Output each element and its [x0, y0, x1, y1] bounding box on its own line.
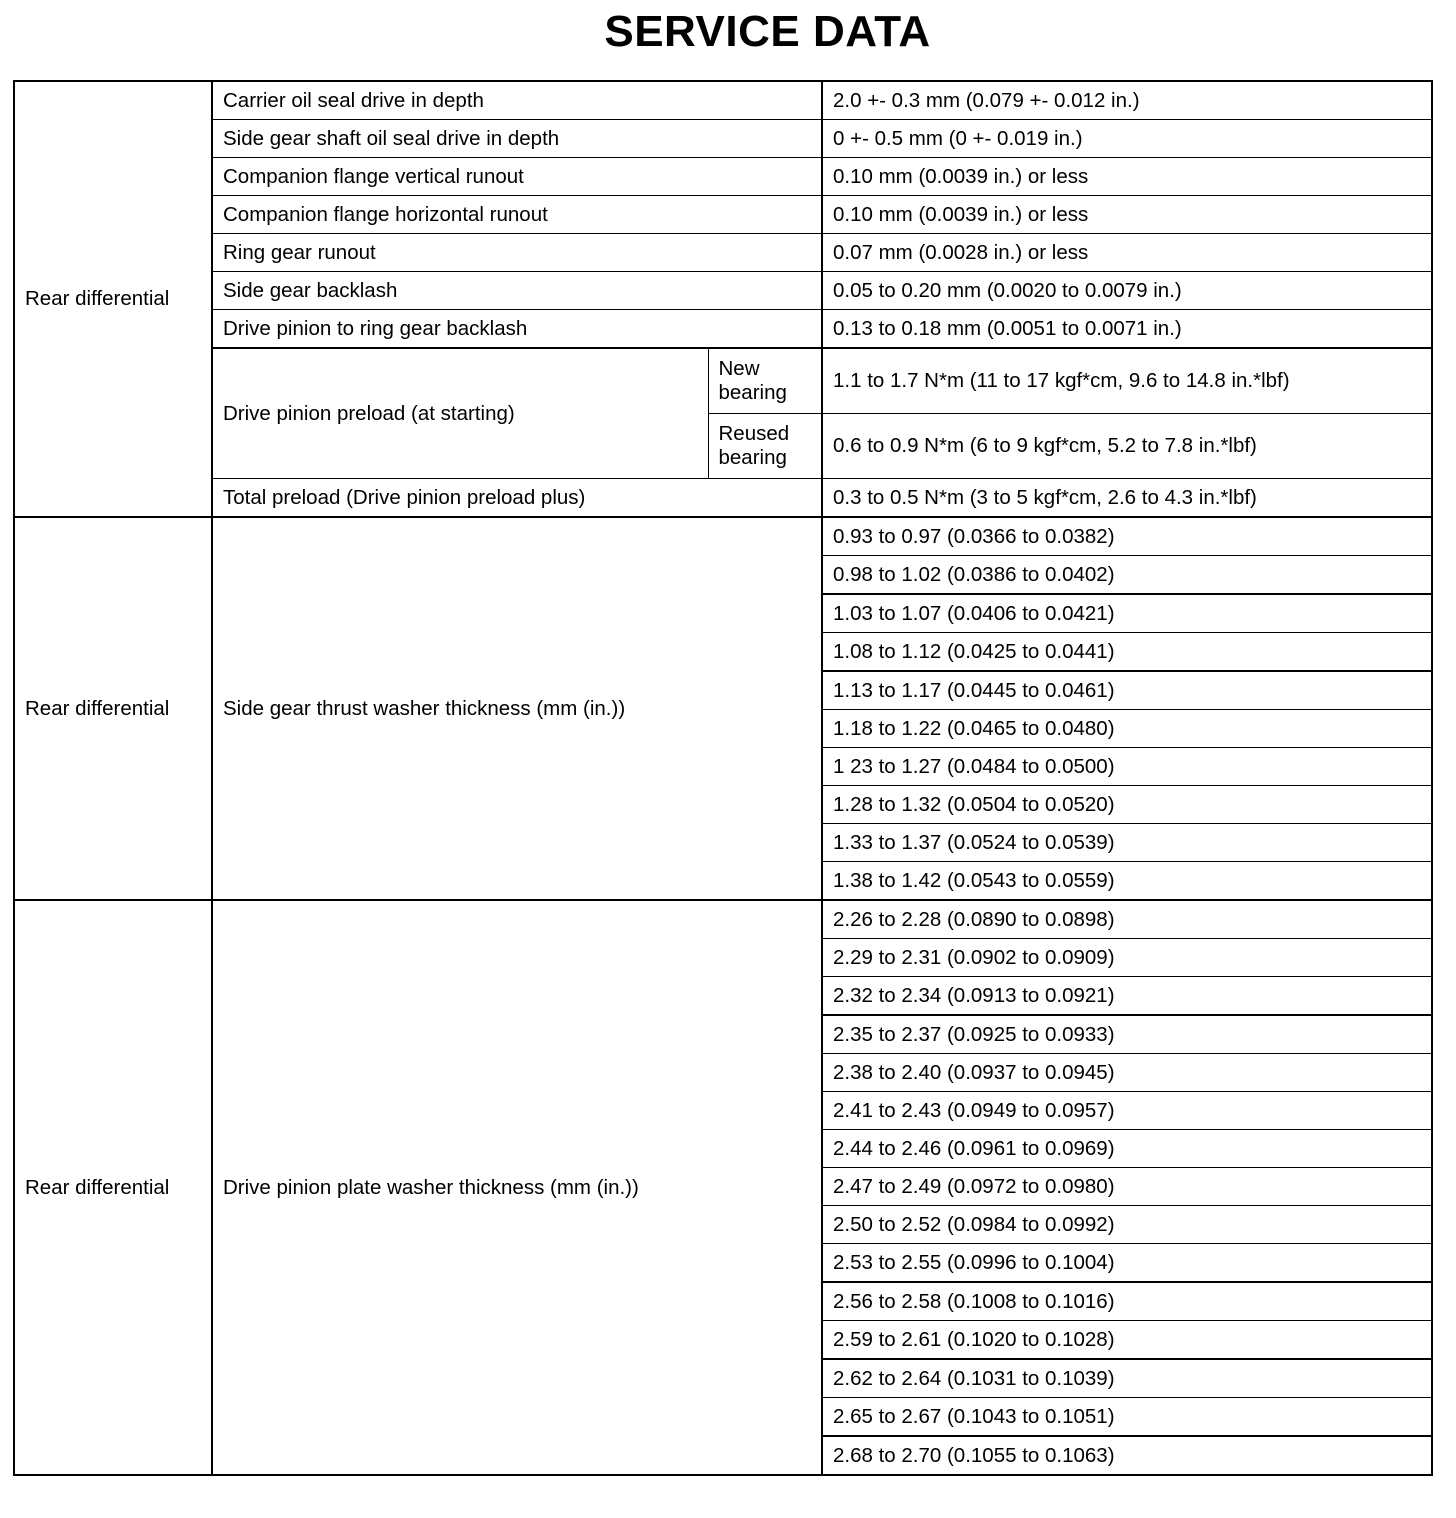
spec-value: 0.10 mm (0.0039 in.) or less [822, 196, 1432, 234]
spec-value: 2.32 to 2.34 (0.0913 to 0.0921) [822, 977, 1432, 1016]
spec-value: 2.56 to 2.58 (0.1008 to 0.1016) [822, 1282, 1432, 1321]
spec-value: 0.3 to 0.5 N*m (3 to 5 kgf*cm, 2.6 to 4.3 in.*lbf) [822, 479, 1432, 518]
spec-value: 2.0 +- 0.3 mm (0.079 +- 0.012 in.) [822, 81, 1432, 120]
spec-value: 0 +- 0.5 mm (0 +- 0.019 in.) [822, 120, 1432, 158]
table-row [14, 81, 1432, 120]
spec-label: Total preload (Drive pinion preload plus) [212, 479, 822, 518]
spec-value: 0.10 mm (0.0039 in.) or less [822, 158, 1432, 196]
spec-value: 1.28 to 1.32 (0.0504 to 0.0520) [822, 786, 1432, 824]
table-row [14, 120, 1432, 158]
spec-value: 1.33 to 1.37 (0.0524 to 0.0539) [822, 824, 1432, 862]
service-data-table [13, 80, 1433, 1476]
spec-value: 2.59 to 2.61 (0.1020 to 0.1028) [822, 1321, 1432, 1360]
sub-label: New bearing [708, 348, 822, 414]
category-cell: Rear differential [14, 81, 212, 517]
spec-value: 0.93 to 0.97 (0.0366 to 0.0382) [822, 517, 1432, 556]
spec-label: Companion flange horizontal runout [212, 196, 822, 234]
spec-value: 0.07 mm (0.0028 in.) or less [822, 234, 1432, 272]
spec-label: Drive pinion preload (at starting) [212, 348, 708, 479]
spec-label: Companion flange vertical runout [212, 158, 822, 196]
spec-value: 2.35 to 2.37 (0.0925 to 0.0933) [822, 1015, 1432, 1054]
spec-value: 1.08 to 1.12 (0.0425 to 0.0441) [822, 633, 1432, 672]
section-general-specs [14, 81, 1432, 517]
spec-value: 1.38 to 1.42 (0.0543 to 0.0559) [822, 862, 1432, 901]
spec-value: 2.50 to 2.52 (0.0984 to 0.0992) [822, 1206, 1432, 1244]
spec-label: Side gear shaft oil seal drive in depth [212, 120, 822, 158]
spec-label: Drive pinion to ring gear backlash [212, 310, 822, 349]
category-cell: Rear differential [14, 517, 212, 900]
table-row [14, 272, 1432, 310]
page-title: SERVICE DATA [604, 7, 931, 56]
spec-value: 0.05 to 0.20 mm (0.0020 to 0.0079 in.) [822, 272, 1432, 310]
spec-value: 2.47 to 2.49 (0.0972 to 0.0980) [822, 1168, 1432, 1206]
spec-value: 2.68 to 2.70 (0.1055 to 0.1063) [822, 1436, 1432, 1475]
table-row [14, 310, 1432, 349]
table-row [14, 900, 1432, 939]
spec-value: 2.41 to 2.43 (0.0949 to 0.0957) [822, 1092, 1432, 1130]
spec-value: 2.26 to 2.28 (0.0890 to 0.0898) [822, 900, 1432, 939]
table-row [14, 479, 1432, 518]
spec-value: 0.98 to 1.02 (0.0386 to 0.0402) [822, 556, 1432, 595]
table-row [14, 234, 1432, 272]
table-row [14, 158, 1432, 196]
spec-label: Drive pinion plate washer thickness (mm (in.)) [212, 900, 822, 1475]
section-drive-pinion-plate-washer [14, 900, 1432, 1475]
table-row [14, 348, 1432, 414]
spec-value: 1.18 to 1.22 (0.0465 to 0.0480) [822, 710, 1432, 748]
spec-value: 1.13 to 1.17 (0.0445 to 0.0461) [822, 671, 1432, 710]
spec-value: 2.62 to 2.64 (0.1031 to 0.1039) [822, 1359, 1432, 1398]
sub-label: Reused bearing [708, 414, 822, 479]
spec-value: 1 23 to 1.27 (0.0484 to 0.0500) [822, 748, 1432, 786]
section-side-gear-thrust-washer [14, 517, 1432, 900]
spec-value: 1.03 to 1.07 (0.0406 to 0.0421) [822, 594, 1432, 633]
spec-label: Side gear thrust washer thickness (mm (in.)) [212, 517, 822, 900]
spec-value: 2.29 to 2.31 (0.0902 to 0.0909) [822, 939, 1432, 977]
spec-label: Carrier oil seal drive in depth [212, 81, 822, 120]
spec-value: 2.38 to 2.40 (0.0937 to 0.0945) [822, 1054, 1432, 1092]
spec-value: 0.13 to 0.18 mm (0.0051 to 0.0071 in.) [822, 310, 1432, 349]
spec-value: 2.44 to 2.46 (0.0961 to 0.0969) [822, 1130, 1432, 1168]
spec-value: 2.65 to 2.67 (0.1043 to 0.1051) [822, 1398, 1432, 1437]
spec-value: 1.1 to 1.7 N*m (11 to 17 kgf*cm, 9.6 to 14.8 in.*lbf) [822, 348, 1432, 414]
category-cell: Rear differential [14, 900, 212, 1475]
spec-label: Side gear backlash [212, 272, 822, 310]
spec-label: Ring gear runout [212, 234, 822, 272]
table-row [14, 517, 1432, 556]
spec-value: 2.53 to 2.55 (0.0996 to 0.1004) [822, 1244, 1432, 1283]
table-row [14, 196, 1432, 234]
spec-value: 0.6 to 0.9 N*m (6 to 9 kgf*cm, 5.2 to 7.8 in.*lbf) [822, 414, 1432, 479]
